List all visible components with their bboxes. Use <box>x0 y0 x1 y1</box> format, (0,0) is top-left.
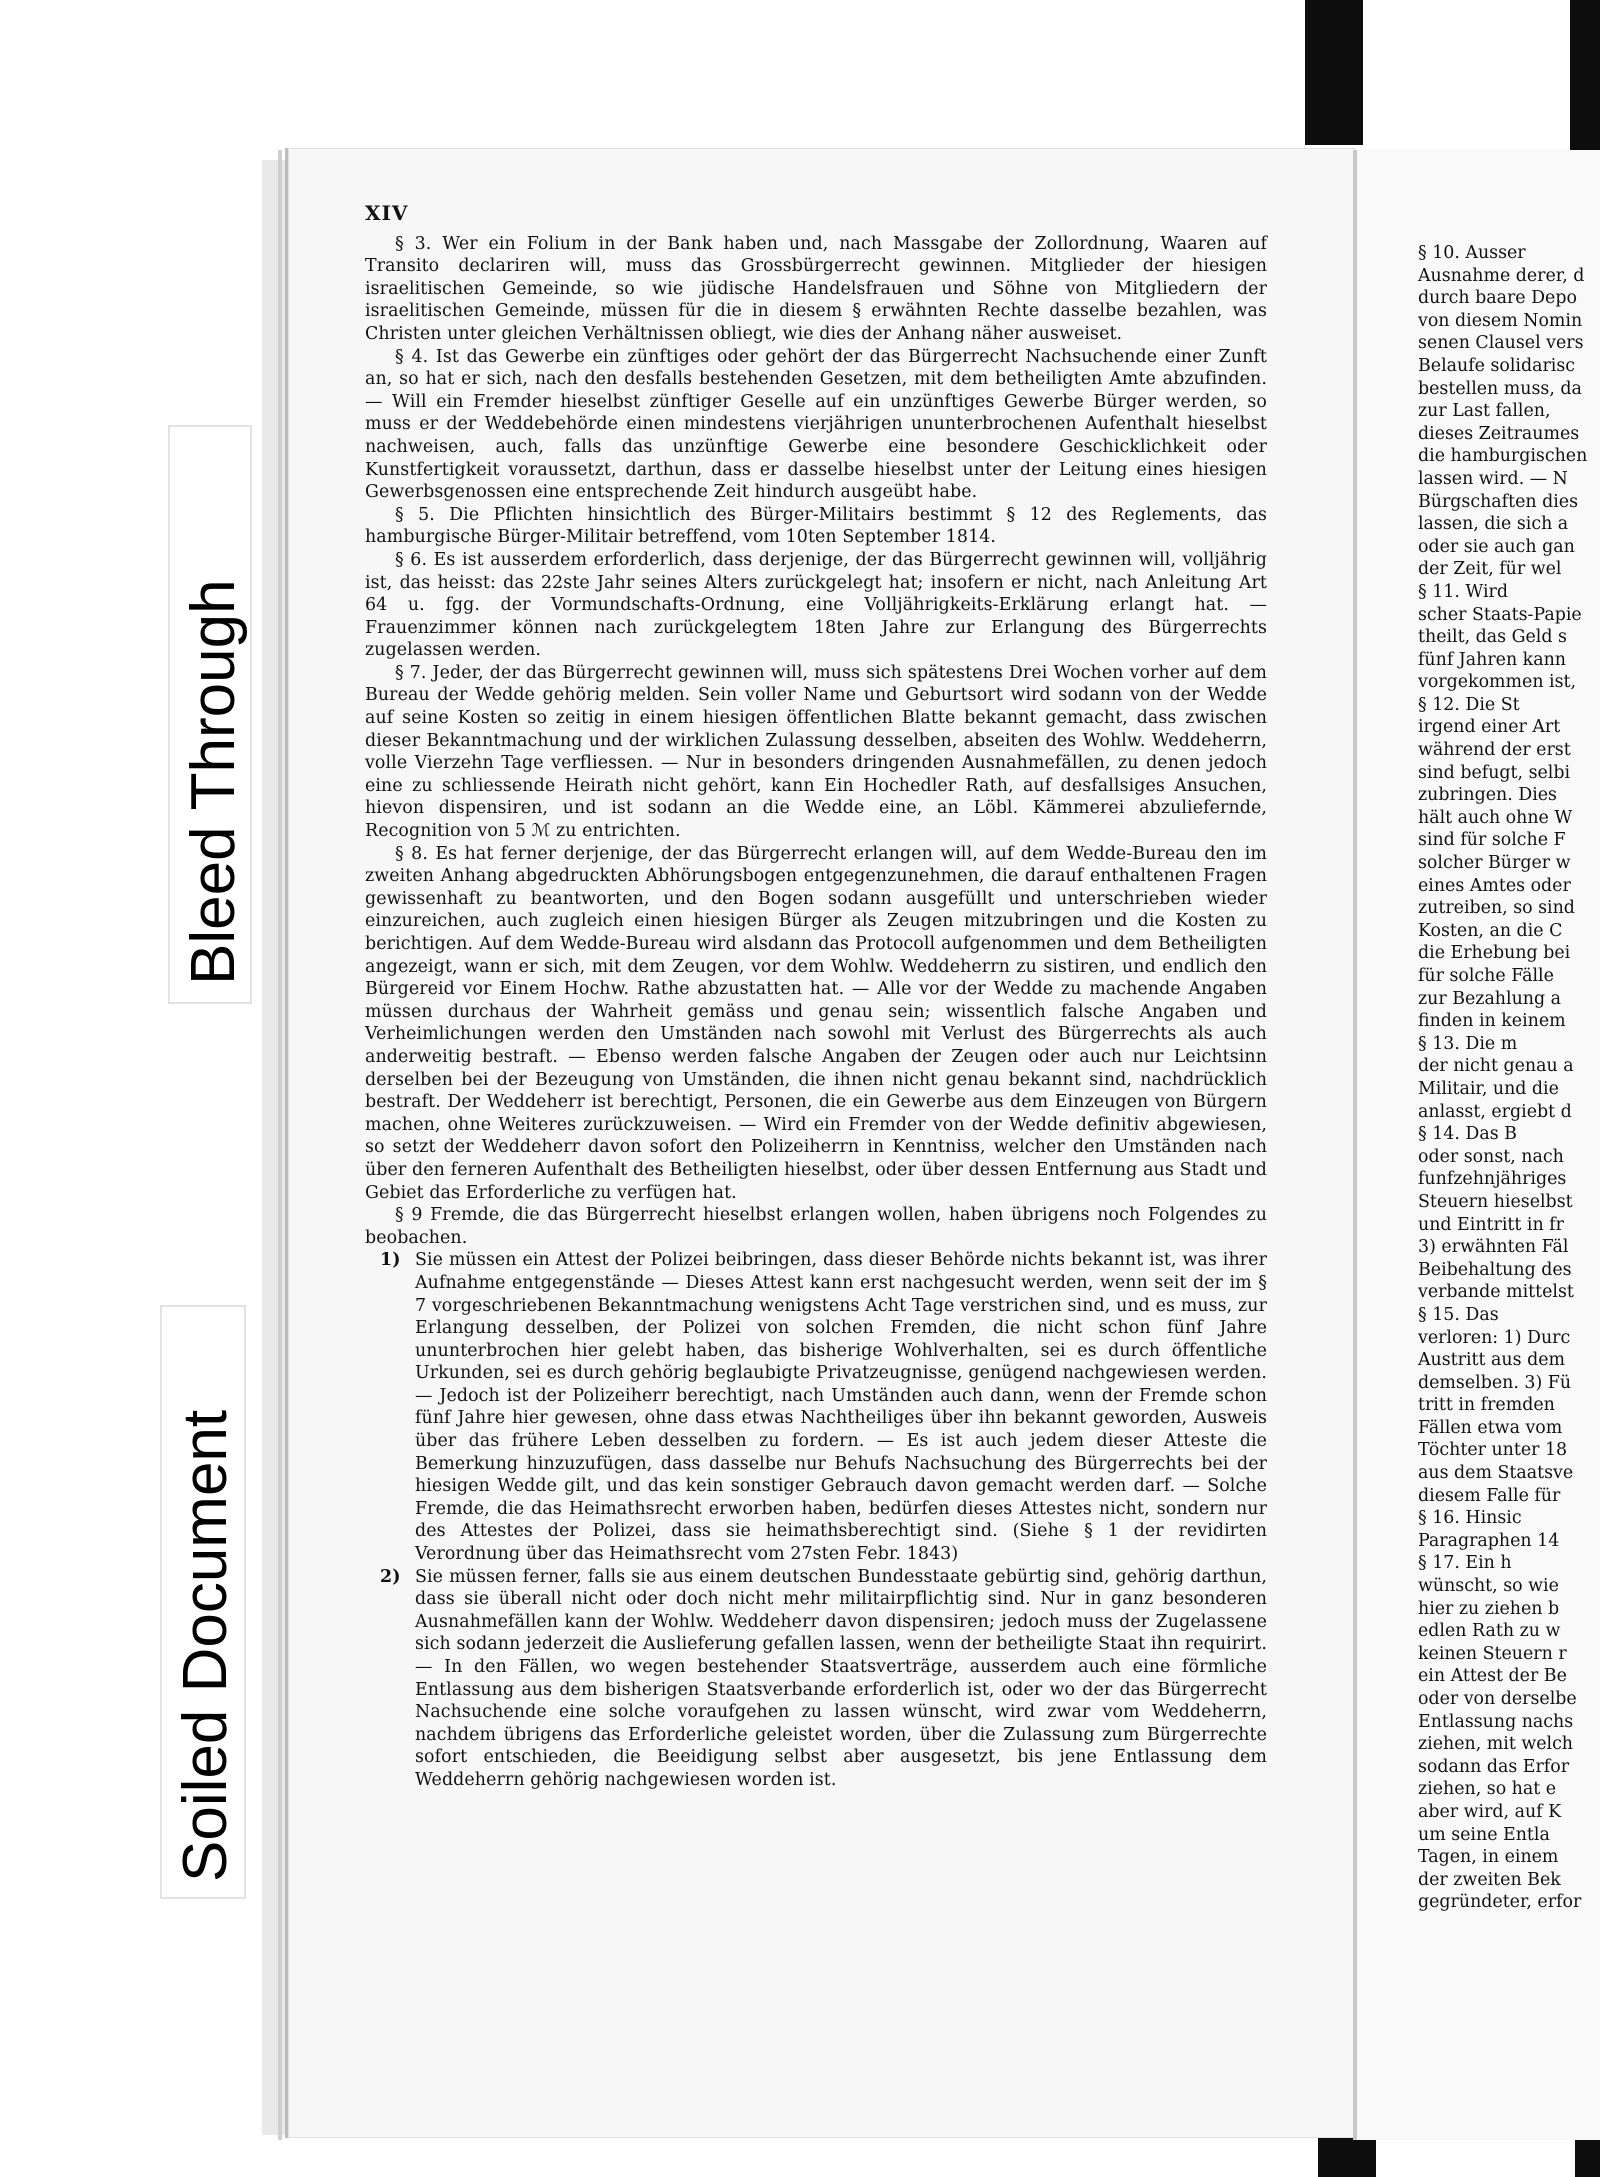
right-page-line: § 16. Hinsic <box>1418 1508 1522 1529</box>
right-page-line: Militair, und die <box>1418 1078 1559 1099</box>
right-page-line: die Erhebung bei <box>1418 943 1571 964</box>
list-item <box>380 1249 1267 1565</box>
paragraph-9: § 9 Fremde, die das Bürgerrecht hieselbst erlangen wollen, haben übrigens noch Folgendes zu beobachen. <box>365 1205 1267 1248</box>
right-page-line: sind für solche F <box>1418 830 1566 851</box>
right-page-line: aus dem Staatsve <box>1418 1463 1574 1484</box>
paragraph-4: § 4. Ist das Gewerbe ein zünftiges oder gehört der das Bürgerrecht Nachsuchende einer Zunft an, so hat er sich, nach den desfalls bestehenden Gesetzen, mit dem betheiligten Amte abzufinden. — Will ein Fremder hieselbst zünftiger Geselle auf ein unzünftiges Gewerbe Bürger werden, so muss er der Weddebehörde einen mindestens vierjährigen ununterbrochenen Aufenthalt hieselbst nachweisen, auch, falls das unzünftige Gewerbe eine besondere Geschicklichkeit oder Kunstfertigkeit voraussetzt, darthun, dass er dasselbe hieselbst unter der Leitung eines hiesigen Gewerbsgenossen eine entsprechende Zeit hindurch ausgeübt habe. <box>365 346 1267 503</box>
right-page-line: bestellen muss, da <box>1418 378 1582 399</box>
right-page-line: Austritt aus dem <box>1418 1350 1565 1371</box>
right-page-line: § 17. Ein h <box>1418 1553 1512 1574</box>
right-page-line: durch baare Depo <box>1418 288 1577 309</box>
right-page-text <box>1418 242 1587 1914</box>
right-page-line: finden in keinem <box>1418 1011 1566 1032</box>
right-page-line: Ausnahme derer, d <box>1418 265 1585 286</box>
right-page-line: Steuern hieselbst <box>1418 1191 1573 1212</box>
left-page-edge-line <box>278 150 282 2140</box>
right-page-line: fünf Jahren kann <box>1418 649 1566 670</box>
right-page-line: zur Bezahlung a <box>1418 988 1561 1009</box>
right-page-line: ziehen, so hat e <box>1418 1779 1557 1800</box>
right-page-line: irgend einer Art <box>1418 717 1561 738</box>
right-page-line: Entlassung nachs <box>1418 1711 1574 1732</box>
soiled-document-label: Soiled Document <box>171 1409 240 1882</box>
item-text: Sie müssen ein Attest der Polizei beibringen, dass dieser Behörde nichts bekannt ist, was ihrer Aufnahme entgegenstände — Dieses Attest kann erst nachgesucht werden, wenn seit der im § 7 vorgeschriebenen Bekanntmachung wenigstens Acht Tage verstrichen sind, und es muss, zur Erlangung desselben, der Polizei von solchen Fremden, die nicht schon fünf Jahre ununterbrochen hier gelebt haben, das bisherige Wohlverhalten, sei es durch öffentliche Urkunden, sei es durch gehörig beglaubigte Privatzeugnisse, genügend nachgewiesen werden. — Jedoch ist der Polizeiherr berechtigt, nach Umständen auch dann, wenn der Fremde schon fünf Jahre hier gewesen, ohne dass etwas Nachtheiliges über ihn bekannt geworden, Ausweis über das frühere Leben desselben zu fordern. — Es ist auch jedem dieser Atteste die Bemerkung hinzuzufügen, dass dasselbe nur Behufs Nachsuchung des Bürgerrechts bei der hiesigen Wedde gilt, und das kein sonstiger Gebrauch davon gemacht werden darf. — Solche Fremde, die das Heimathsrecht erworben haben, bedürfen dieses Attestes nicht, sondern nur des Attestes der Polizei, dass sie heimathsberechtigt sind. (Siehe § 1 der revidirten Verordnung über das Heimathsrecht vom 27sten Febr. 1843) <box>415 1250 1267 1565</box>
right-page-line: § 15. Das <box>1418 1304 1499 1325</box>
right-page-line: lassen wird. — N <box>1418 468 1568 489</box>
right-page-line: Bürgschaften dies <box>1418 491 1579 512</box>
left-page-edge <box>262 160 286 2135</box>
right-page-line: von diesem Nomin <box>1418 310 1583 331</box>
right-page-line: Belaufe solidarisc <box>1418 355 1576 376</box>
right-page-line: anlasst, ergiebt d <box>1418 1101 1572 1122</box>
right-page-line: lassen, die sich a <box>1418 514 1569 535</box>
right-page-line: ein Attest der Be <box>1418 1666 1567 1687</box>
right-page-line: zubringen. Dies <box>1418 785 1557 806</box>
right-page-line: die hamburgischen <box>1418 446 1588 467</box>
right-page-line: 3) erwähnten Fäl <box>1418 1237 1569 1258</box>
right-page-line: gegründeter, erfor <box>1418 1892 1582 1913</box>
right-page-line: der zweiten Bek <box>1418 1869 1561 1890</box>
right-page-line: oder sonst, nach <box>1418 1146 1564 1167</box>
right-page-line: § 10. Ausser <box>1418 243 1526 263</box>
paragraph-8: § 8. Es hat ferner derjenige, der das Bürgerrecht erlangen will, auf dem Wedde-Bureau den im zweiten Anhang abgedruckten Abhörungsbogen entgegenzunehmen, die darauf enthaltenen Fragen gewissenhaft zu beantworten, und den Bogen sodann ausgefüllt und unterschrieben wieder einzureichen, auch zugleich einen hiesigen Bürger als Zeugen mitzubringen und die Kosten zu berichtigen. Auf dem Wedde-Bureau wird alsdann das Protocoll aufgenommen und dem Betheiligten angezeigt, wann er sich, mit dem Zeugen, vor dem Wohlw. Weddeherrn zu sistiren, und endlich den Bürgereid vor Einem Hochw. Rathe abzustatten hat. — Alle vor der Wedde zu machende Angaben müssen durchaus der Wahrheit gemäss und genau sein; wissentlich falsche Angaben und Verheimlichungen werden den Umständen nach sowohl mit Verlust des Bürgerrechts als auch anderweitig bestraft. — Ebenso werden falsche Angaben der Zeugen oder auch nur Leichtsinn derselben bei der Bezeugung von Umständen, die ihnen nicht genau bekannt sind, nachdrücklich bestraft. Der Weddeherr ist berechtigt, Personen, die ein Gewerbe aus dem Einzeugen von Bürgern machen, ohne Weiteres zurückzuweisen. — Wird ein Fremder von der Wedde definitiv abgewiesen, so setzt der Weddeherr davon sofort den Polizeiherrn in Kenntniss, welcher den Umständen nach über den ferneren Aufenthalt des Betheiligten hieselbst, oder über dessen Entfernung aus Stadt und Gebiet das Erforderliche zu verfügen hat. <box>365 843 1267 1203</box>
right-page-line: funfzehnjähriges <box>1418 1169 1567 1190</box>
right-page-line: Paragraphen 14 <box>1418 1530 1560 1551</box>
item-number: 1) <box>380 1250 401 1271</box>
right-page-line: hier zu ziehen b <box>1418 1598 1560 1619</box>
right-page-line: oder von derselbe <box>1418 1689 1577 1709</box>
right-page-line: Töchter unter 18 <box>1418 1440 1568 1461</box>
right-page-line: § 14. Das B <box>1418 1124 1517 1145</box>
paragraph-7: § 7. Jeder, der das Bürgerrecht gewinnen will, muss sich spätestens Drei Wochen vorher auf dem Bureau der Wedde gehörig melden. Sein voller Name und Geburtsort wird sodann von der Wedde auf seine Kosten so zeitig in einem hiesigen öffentlichen Blatte bekannt gemacht, dass zwischen dieser Bekanntmachung und der wirklichen Zulassung desselben, abseiten des Wohlw. Weddeherrn, volle Vierzehn Tage verfliessen. — Nur in besonders dringenden Ausnahmefällen, zu denen jedoch eine zu schliessende Heirath nicht gehört, kann Ein Hochedler Rath, auf desfallsiges Ansuchen, hievon dispensiren, und ist sodann an die Wedde eine, an Löbl. Kämmerei abzuliefernde, Recognition von 5 ℳ zu entrichten. <box>365 662 1267 842</box>
right-page-line: wünscht, so wie <box>1418 1576 1559 1597</box>
right-page-line: sodann das Erfor <box>1418 1756 1570 1777</box>
paragraph-3: § 3. Wer ein Folium in der Bank haben und, nach Massgabe der Zollordnung, Waaren auf Transito declariren will, muss das Grossbürgerrecht gewinnen. Mitglieder der hiesigen israelitischen Gemeinde, so wie jüdische Handelsfrauen und Söhne von Mitgliedern der israelitischen Gemeinde, müssen für die in diesem § erwähnten Rechte dasselbe bezahlen, was Christen unter gleichen Verhältnissen obliegt, wie dies der Anhang näher ausweiset. <box>365 233 1267 344</box>
page-number: XIV <box>365 201 409 225</box>
right-page-line: zutreiben, so sind <box>1418 898 1575 919</box>
right-page-line: aber wird, auf K <box>1418 1801 1562 1822</box>
right-page-line: der nicht genau a <box>1418 1056 1574 1077</box>
top-dark-bar <box>1305 0 1363 145</box>
right-page-line: edlen Rath zu w <box>1418 1621 1561 1642</box>
text-column <box>365 202 1267 1792</box>
right-page-line: keinen Steuern r <box>1418 1643 1567 1664</box>
right-page-line: Kosten, an die C <box>1418 920 1563 941</box>
right-page-line: und Eintritt in fr <box>1418 1214 1564 1235</box>
right-page-line: Fällen etwa vom <box>1418 1417 1563 1438</box>
bleed-through-label: Bleed Through <box>179 579 248 985</box>
right-page-line: der Zeit, für wel <box>1418 559 1562 580</box>
right-page-line: theilt, das Geld s <box>1418 627 1567 648</box>
right-page-line: § 12. Die St <box>1418 694 1520 715</box>
right-page-line: während der erst <box>1418 740 1571 761</box>
right-page-line: eines Amtes oder <box>1418 875 1571 896</box>
right-page-line: hält auch ohne W <box>1418 807 1573 828</box>
right-page-line: § 11. Wird <box>1418 581 1508 602</box>
right-page-line: oder sie auch gan <box>1418 536 1575 557</box>
item-text: Sie müssen ferner, falls sie aus einem deutschen Bundesstaate gebürtig sind, gehörig darthun, dass sie überall nicht oder doch nicht mehr militairpflichtig sind. Nur in ganz besonderen Ausnahmefällen kann der Wohlw. Weddeherr davon dispensiren; jedoch muss der Zugelassene sich sodann jederzeit die Auslieferung gefallen lassen, wenn der betheiligte Staat ihn requirirt. — In den Fällen, wo wegen bestehender Staatsverträge, ausserdem auch eine förmliche Entlassung aus dem bisherigen Staatsverbande erforderlich ist, oder wo der das Bürgerrecht Nachsuchende eine solche voraufgehen zu lassen wünscht, wird zwar vom Weddeherrn, nachdem übrigens das Erforderliche geleistet worden, über die Zulassung zum Bürgerrechte sofort entschieden, die Beeidigung selbst aber ausgesetzt, bis jene Entlassung dem Weddeherrn gehörig nachgewiesen worden ist. <box>415 1566 1267 1790</box>
right-page-line: Beibehaltung des <box>1418 1259 1572 1280</box>
right-page-line: senen Clausel vers <box>1418 333 1584 354</box>
right-page-line: tritt in fremden <box>1418 1395 1555 1416</box>
right-page-line: ziehen, mit welch <box>1418 1734 1574 1755</box>
right-page-line: sind befugt, selbi <box>1418 762 1571 783</box>
right-page-line: um seine Entla <box>1418 1824 1550 1845</box>
right-page-line: zur Last fallen, <box>1418 401 1551 422</box>
right-page-line: § 13. Die m <box>1418 1033 1518 1054</box>
right-page-line: diesem Falle für <box>1418 1485 1561 1506</box>
right-page-line: Tagen, in einem <box>1418 1847 1559 1868</box>
right-page-line: scher Staats-Papie <box>1418 604 1582 625</box>
paragraph-6: § 6. Es ist ausserdem erforderlich, dass derjenige, der das Bürgerrecht gewinnen will, volljährig ist, das heisst: das 22ste Jahr seines Alters zurückgelegt hat; insofern er nicht, nach Anleitung Art 64 u. fgg. der Vormundschafts-Ordnung, eine Volljährigkeits-Erklärung erlangt hat. — Frauenzimmer können nach zurückgelegtem 18ten Jahre zur Erlangung des Bürgerrechts zugelassen werden. <box>365 549 1267 661</box>
item-number: 2) <box>380 1566 401 1587</box>
list-item <box>380 1566 1267 1792</box>
right-page-line: solcher Bürger w <box>1418 853 1571 874</box>
right-page-line: dieses Zeitraumes <box>1418 423 1580 444</box>
right-page-line: verloren: 1) Durc <box>1418 1327 1571 1348</box>
right-page-line: demselben. 3) Fü <box>1418 1372 1572 1393</box>
right-page-line: verbande mittelst <box>1418 1282 1574 1303</box>
paragraph-5: § 5. Die Pflichten hinsichtlich des Bürger-Militairs bestimmt § 12 des Reglements, das hamburgische Bürger-Militair betreffend, vom 10ten September 1814. <box>365 504 1267 548</box>
right-page-line: vorgekommen ist, <box>1418 672 1577 693</box>
right-page-line: für solche Fälle <box>1418 966 1554 986</box>
